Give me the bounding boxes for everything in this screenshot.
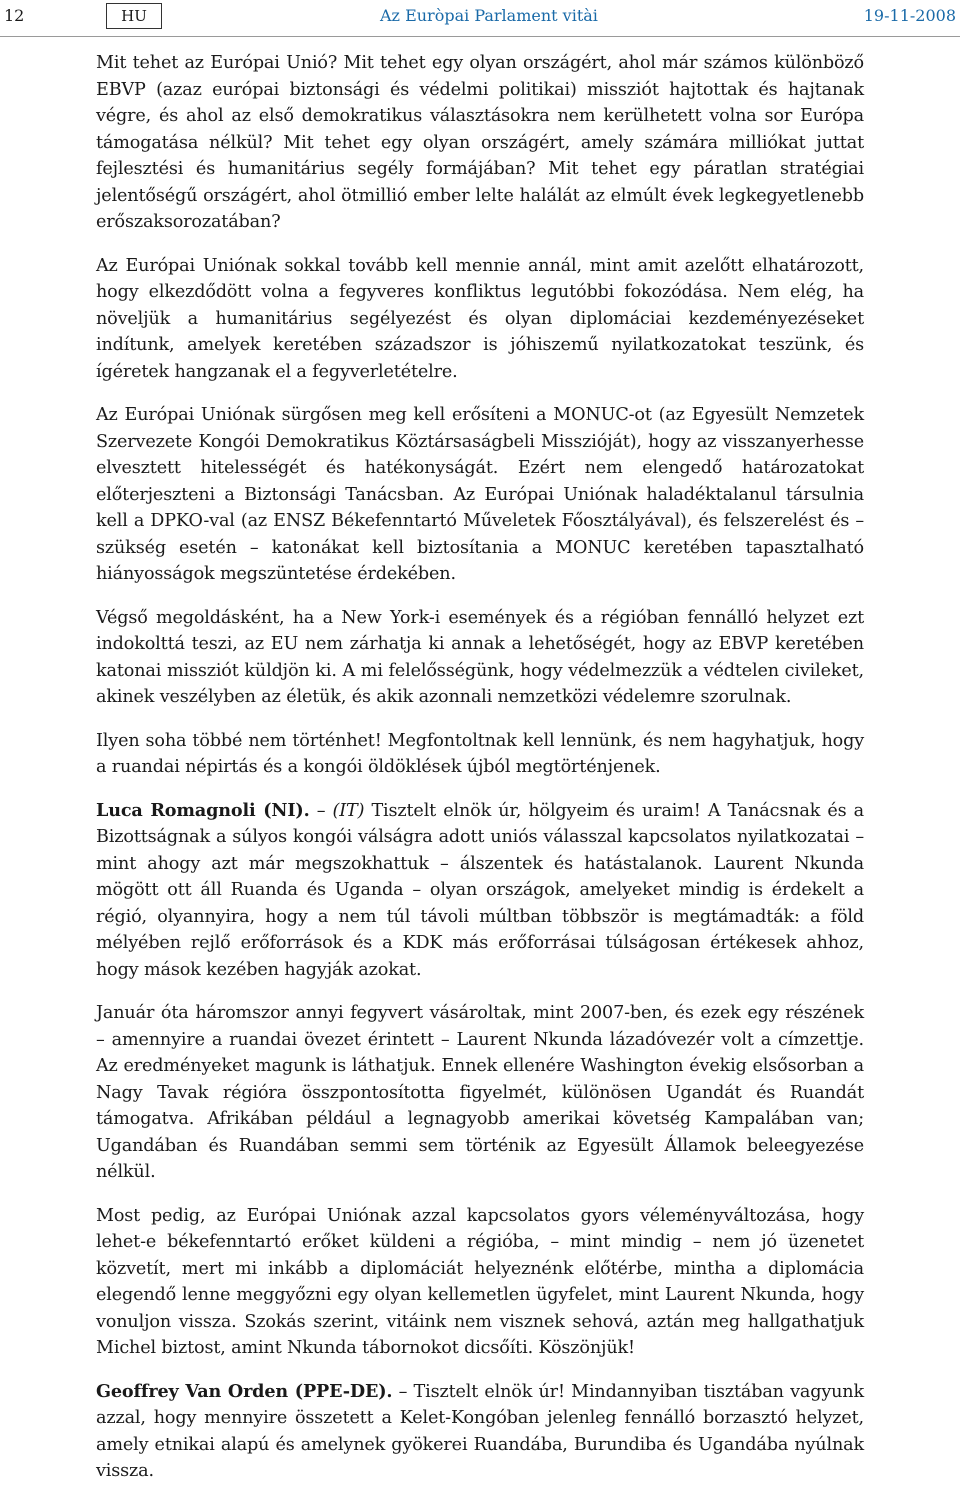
paragraph: Mit tehet az Európai Unió? Mit tehet egy olyan országért, ahol már számos különböző EBVP (azaz európai biztonsági és védelmi politikai) missziót hajtottak és hajtanak végre, és ahol az első demokratikus választásokra nem kerülhetett volna sor Európa támogatása nélkül? Mit tehet egy olyan országért, amely számára milliókat juttat fejlesztési és humanitárius segély formájában? Mit tehet egy páratlan stratégiai jelentőségű országért, ahol ötmillió ember lelte halálát az elmúlt évek legkegyetlenebb erőszaksorozatában? [96, 53, 864, 232]
paragraph: Végső megoldásként, ha a New York-i események és a régióban fennálló helyzet ezt indokolttá teszi, az EU nem zárhatja ki annak a lehetőségét, hogy az EBVP keretében katonai missziót küldjön ki. A mi felelősségünk, hogy védelmezzük a védtelen civileket, akinek veszélyben az életük, és akik azonnali nemzetközi védelemre szorulnak. [96, 607, 864, 707]
speech-paragraph: Geoffrey Van Orden (PPE-DE). – Tisztelt elnök úr! Mindannyiban tisztában vagyunk azzal, hogy mennyire összetett a Kelet-Kongóban jelenleg fennálló borzasztó helyzet, amely etnikai alapú és amelynek gyökerei Ruandába, Burundiba és Ugandába nyúlnak vissza. [96, 1380, 864, 1481]
speech-paragraph: Luca Romagnoli (NI). – (IT) Tisztelt elnök úr, hölgyeim és uraim! A Tanácsnak és a Bizottságnak a súlyos kongói válságra adott uniós válasszal kapcsolatos nyilatkozatai – mint ahogy azt már megszokhattuk – álszentek és hatástalanok. Laurent Nkunda mögött ott áll Ruanda és Uganda – olyan országok, amelyeket mindig is érdekelt a régió, olyannyira, hogy a nem túl távoli múltban többször is megtámadták: a föld mélyében rejlő erőforrások és a KDK más erőforrásai túlságosan értékesek ahhoz, hogy mások kezében hagyják azokat. [96, 799, 864, 980]
page-number: 12 [4, 6, 25, 25]
speech-text: Tisztelt elnök úr, hölgyeim és uraim! A Tanácsnak és a Bizottságnak a súlyos kongói válságra adott uniós válasszal kapcsolatos nyilatkozatai – mint ahogy azt már megszokhattuk – álszentek és hatástalanok. Laurent Nkunda mögött ott áll Ruanda és Uganda – olyan országok, amelyeket mindig is érdekelt a régió, olyannyira, hogy a nem túl távoli múltban többször is megtámadták: a föld mélyében rejlő erőforrások és a KDK más erőforrásai túlságosan értékesek ahhoz, hogy mások kezében hagyják azokat. [96, 800, 864, 980]
speaker-name: Geoffrey Van Orden (PPE-DE). [96, 1380, 393, 1402]
language-tag: (IT) [332, 800, 365, 821]
paragraph: Az Európai Uniónak sokkal tovább kell mennie annál, mint amit azelőtt elhatározott, hogy elkezdődött volna a fegyveres konfliktus legutóbbi fokozódása. Nem elég, ha növeljük a humanitárius segélyezést és olyan diplomáciai kezdeményezéseket indítunk, amelyek keretében századszor is jóhiszemű nyilatkozatokat teszünk, és ígéretek hangzanak el a fegyverletételre. [96, 255, 864, 382]
document-title: Az Euròpai Parlament vitài [380, 6, 598, 25]
paragraph: Január óta háromszor annyi fegyvert vásároltak, mint 2007-ben, és ezek egy részének – amennyire a ruandai övezet érintett – Laurent Nkunda lázadóvezér volt a címzettje. Az eredményeket magunk is láthatjuk. Ennek ellenére Washington évekig elsősorban a Nagy Tavak régióra összpontosította figyelmét, különösen Ugandát és Ruandát támogatva. Afrikában például a legnagyobb amerikai követség Kampalában van; Ugandában és Ruandában semmi sem történik az Egyesült Államok beleegyezése nélkül. [96, 1003, 864, 1182]
speaker-name: Luca Romagnoli (NI). [96, 799, 310, 821]
document-body [96, 50, 864, 1502]
language-badge: HU [106, 3, 162, 29]
paragraph: Ilyen soha többé nem történhet! Megfontoltnak kell lennünk, és nem hagyhatjuk, hogy a ruandai népirtás és a kongói öldöklések újból megtörténjenek. [96, 730, 864, 777]
document-date: 19-11-2008 [863, 6, 956, 25]
page-header [0, 0, 960, 37]
paragraph: Most pedig, az Európai Uniónak azzal kapcsolatos gyors véleményváltozása, hogy lehet-e békefenntartó erőket küldeni a régióba, – mint mindig – nem jó üzenetet közvetít, mert mi inkább a diplomáciát helyeznénk előtérbe, mintha a diplomácia elegendő lenne meggyőzni egy olyan kellemetlen ügyfelet, mint Laurent Nkunda, hogy vonuljon vissza. Szokás szerint, vitáink nem visznek sehová, aztán meg hallgathatjuk Michel biztost, amint Nkunda tábornokot dicsőíti. Köszönjük! [96, 1205, 864, 1358]
paragraph: Az Európai Uniónak sürgősen meg kell erősíteni a MONUC-ot (az Egyesült Nemzetek Szervezete Kongói Demokratikus Köztársaságbeli Misszióját), hogy az visszanyerhesse elvesztett hitelességét és hatékonyságát. Ezért nem elengedő határozatokat előterjeszteni a Biztonsági Tanácsban. Az Európai Uniónak haladéktalanul társulnia kell a DPKO-val (az ENSZ Békefenntartó Műveletek Főosztályával), és felszerelést és – szükség esetén – katonákat kell biztosítania a MONUC keretében tapasztalható hiányosságok megszüntetése érdekében. [96, 405, 864, 584]
speech-text: Tisztelt elnök úr! Mindannyiban tisztában vagyunk azzal, hogy mennyire összetett a Kelet-Kongóban jelenleg fennálló borzasztó helyzet, amely etnikai alapú és amelynek gyökerei Ruandába, Burundiba és Ugandába nyúlnak vissza. [96, 1381, 864, 1481]
